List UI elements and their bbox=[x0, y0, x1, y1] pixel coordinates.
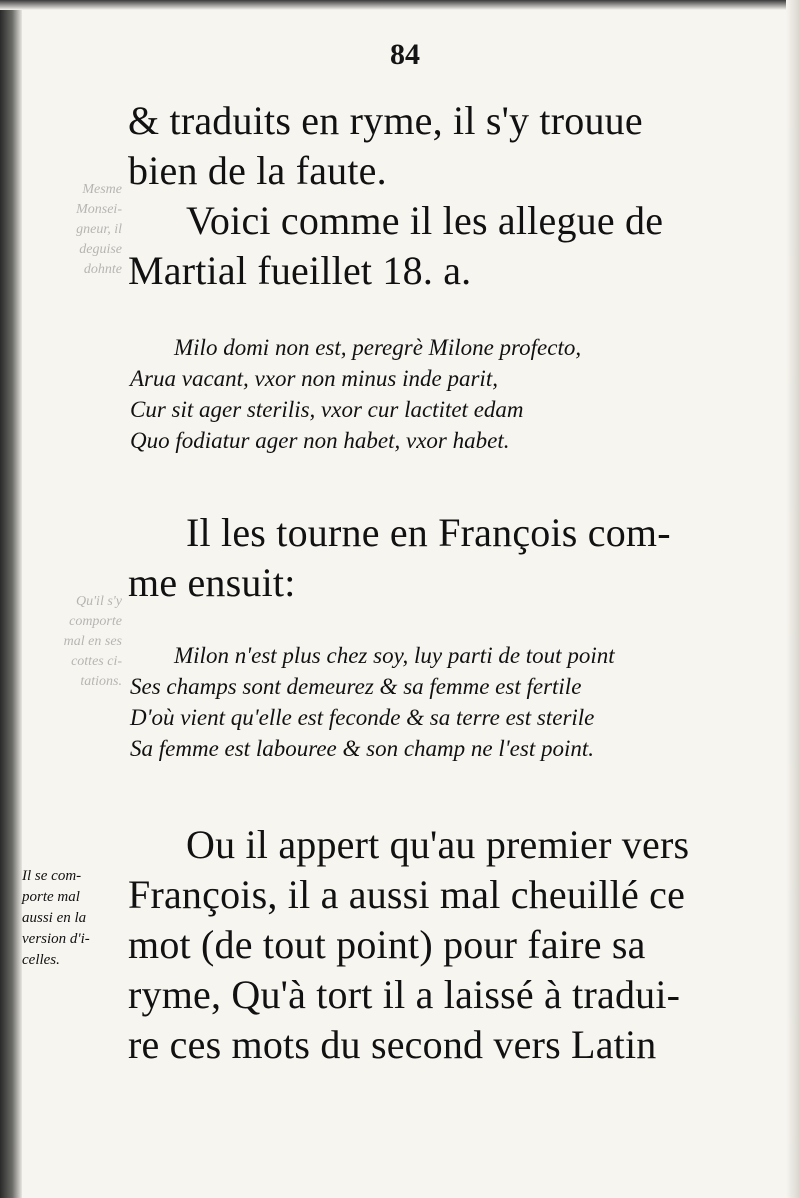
text-line: re ces mots du second vers Latin bbox=[128, 1022, 657, 1067]
page-number: 84 bbox=[390, 38, 420, 71]
note-line: version d'i- bbox=[22, 931, 90, 947]
text-line: bien de la faute. bbox=[128, 148, 387, 193]
text-line: ryme, Qu'à tort il a laissé à tradui- bbox=[128, 972, 681, 1017]
french-translation bbox=[130, 640, 615, 764]
latin-epigram bbox=[130, 332, 581, 456]
verse-line: Arua vacant, vxor non minus inde parit, bbox=[130, 366, 498, 391]
right-page-edge bbox=[786, 0, 800, 1198]
verse-line: D'où vient qu'elle est feconde & sa terre est sterile bbox=[130, 705, 595, 730]
text-line: Ou il appert qu'au premier vers bbox=[186, 822, 690, 867]
note-line: porte mal bbox=[22, 889, 80, 905]
bleed-through-note-top: Mesme Monsei- gneur, il deguise dohnte bbox=[76, 182, 122, 277]
note-line: aussi en la bbox=[22, 910, 87, 926]
text-line: François, il a aussi mal cheuillé ce bbox=[128, 872, 686, 917]
text-line: mot (de tout point) pour faire sa bbox=[128, 922, 646, 967]
text-line: Voici comme il les allegue de bbox=[186, 198, 664, 243]
note-line: celles. bbox=[22, 952, 60, 968]
verse-line: Quo fodiatur ager non habet, vxor habet. bbox=[130, 428, 510, 453]
text-line: & traduits en ryme, il s'y trouue bbox=[128, 98, 643, 143]
note-line: Il se com- bbox=[22, 868, 82, 884]
verse-line: Milo domi non est, peregrè Milone profecto, bbox=[174, 335, 582, 360]
paragraph-translation-intro bbox=[128, 508, 671, 608]
verse-line: Milon n'est plus chez soy, luy parti de tout point bbox=[174, 643, 615, 668]
text-line: Martial fueillet 18. a. bbox=[128, 248, 472, 293]
paragraph-commentary bbox=[128, 820, 689, 1070]
verse-line: Ses champs sont demeurez & sa femme est fertile bbox=[130, 674, 582, 699]
text-line: me ensuit: bbox=[128, 560, 296, 605]
gutter-shadow bbox=[0, 0, 22, 1198]
marginal-note bbox=[22, 866, 90, 971]
bleed-through-note-middle: Qu'il s'y comporte mal en ses cottes ci- tations. bbox=[63, 594, 122, 689]
paragraph-opening bbox=[128, 96, 663, 296]
text-line: Il les tourne en François com- bbox=[186, 510, 671, 555]
verse-line: Cur sit ager sterilis, vxor cur lactitet edam bbox=[130, 397, 524, 422]
top-edge-shadow bbox=[0, 0, 800, 10]
verse-line: Sa femme est labouree & son champ ne l'est point. bbox=[130, 736, 594, 761]
